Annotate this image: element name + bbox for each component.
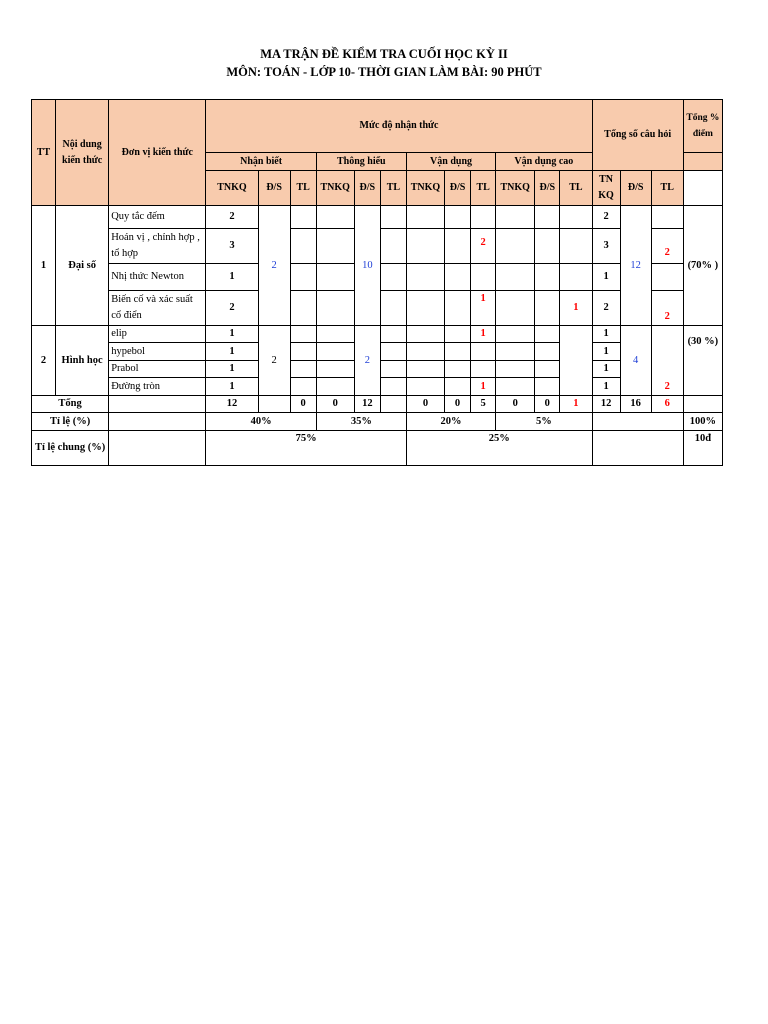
tong-tnkq-cell: 1 (592, 326, 620, 343)
total-cell: 12 (592, 396, 620, 413)
header-van-dung: Vận dụng (406, 153, 495, 171)
tong-tl-cell (651, 206, 683, 229)
total-cell: 0 (316, 396, 354, 413)
header-thong-hieu: Thông hiểu (316, 153, 406, 171)
tong-tnkq-cell: 3 (592, 229, 620, 264)
ratio-cell: 40% (206, 413, 316, 431)
ratio-row (32, 413, 723, 431)
general-ratio-cell: 25% (406, 431, 592, 466)
unit-cell: Prabol (109, 361, 206, 378)
vd-tl-cell (471, 206, 496, 229)
col-ds: Đ/S (354, 171, 380, 206)
vd-tl-cell: 1 (471, 326, 496, 343)
col-tn-kq: TN KQ (592, 171, 620, 206)
col-tnkq: TNKQ (206, 171, 258, 206)
nb-tnkq-cell: 1 (206, 378, 258, 396)
total-cell: 0 (496, 396, 535, 413)
tong-tnkq-cell: 1 (592, 264, 620, 291)
header-muc-do: Mức độ nhận thức (206, 100, 592, 153)
nb-tnkq-cell: 1 (206, 361, 258, 378)
nb-ds-cell: 2 (258, 206, 290, 326)
header-empty (683, 153, 722, 171)
total-row (32, 396, 723, 413)
unit-cell: elip (109, 326, 206, 343)
nb-ds-cell: 2 (258, 326, 290, 396)
header-empty (683, 171, 722, 206)
ratio-label: Tỉ lệ (%) (32, 413, 109, 431)
header-noi-dung: Nội dung kiến thức (56, 100, 109, 206)
section-number: 1 (32, 206, 56, 326)
general-ratio-cell: 75% (206, 431, 406, 466)
col-tnkq: TNKQ (496, 171, 535, 206)
vdc-tl-cell (560, 264, 592, 291)
document-title: MA TRẬN ĐỀ KIỂM TRA CUỐI HỌC KỲ II (260, 47, 508, 61)
vd-tl-cell: 1 (471, 378, 496, 396)
col-ds: Đ/S (445, 171, 471, 206)
vdc-tl-cell: 1 (560, 291, 592, 326)
vd-tl-cell: 2 (471, 229, 496, 264)
ratio-cell: 5% (496, 413, 592, 431)
general-ratio-total: 10đ (683, 431, 722, 466)
total-cell: 0 (535, 396, 560, 413)
total-cell: 12 (206, 396, 258, 413)
total-cell: 0 (406, 396, 444, 413)
section-percent: (70% ) (683, 206, 722, 326)
vdc-tl-cell (560, 206, 592, 229)
tong-tl-cell (651, 264, 683, 291)
total-cell: 16 (620, 396, 651, 413)
nb-tnkq-cell: 2 (206, 206, 258, 229)
total-cell: 6 (651, 396, 683, 413)
unit-cell: Đường tròn (109, 378, 206, 396)
col-tl: TL (380, 171, 406, 206)
total-cell (258, 396, 290, 413)
table-row (32, 326, 723, 343)
col-tl: TL (290, 171, 316, 206)
unit-cell: Quy tắc đếm (109, 206, 206, 229)
nb-tnkq-cell: 3 (206, 229, 258, 264)
col-tl: TL (471, 171, 496, 206)
col-tnkq: TNKQ (406, 171, 444, 206)
th-ds-cell: 10 (354, 206, 380, 326)
vd-tl-cell: 1 (471, 291, 496, 326)
ratio-total: 100% (683, 413, 722, 431)
tong-tl-cell: 2 (651, 229, 683, 264)
section-name: Hình học (56, 326, 109, 396)
total-cell: 0 (290, 396, 316, 413)
unit-cell: hypebol (109, 343, 206, 361)
tong-tnkq-cell: 1 (592, 378, 620, 396)
header-nhan-biet: Nhận biết (206, 153, 316, 171)
tong-tl-cell: 2 (651, 291, 683, 326)
document-subtitle: MÔN: TOÁN - LỚP 10- THỜI GIAN LÀM BÀI: 90 PHÚT (226, 65, 542, 79)
section-number: 2 (32, 326, 56, 396)
unit-cell: Hoán vị , chỉnh hợp , tổ hợp (109, 229, 206, 264)
tong-tnkq-cell: 1 (592, 343, 620, 361)
col-tnkq: TNKQ (316, 171, 354, 206)
vd-tl-cell (471, 361, 496, 378)
nb-tnkq-cell: 2 (206, 291, 258, 326)
vd-tl-cell (471, 264, 496, 291)
unit-cell: Nhị thức Newton (109, 264, 206, 291)
col-tl: TL (560, 171, 592, 206)
tong-tnkq-cell: 2 (592, 291, 620, 326)
header-tong-diem: Tổng % điểm (683, 100, 722, 153)
total-cell: 0 (445, 396, 471, 413)
ratio-cell: 20% (406, 413, 495, 431)
ratio-cell: 35% (316, 413, 406, 431)
section-name: Đại số (56, 206, 109, 326)
th-ds-cell: 2 (354, 326, 380, 396)
nb-tnkq-cell: 1 (206, 326, 258, 343)
header-tong-so: Tổng số câu hỏi (592, 100, 683, 171)
section-percent: (30 %) (683, 326, 722, 396)
header-tt: TT (32, 100, 56, 206)
col-tl: TL (651, 171, 683, 206)
col-ds: Đ/S (535, 171, 560, 206)
unit-cell: Biến cố và xác suất cổ điển (109, 291, 206, 326)
total-cell: 5 (471, 396, 496, 413)
tong-tnkq-cell: 1 (592, 361, 620, 378)
col-ds: Đ/S (258, 171, 290, 206)
nb-tnkq-cell: 1 (206, 264, 258, 291)
general-ratio-label: Tỉ lệ chung (%) (32, 431, 109, 466)
tong-ds-cell: 4 (620, 326, 651, 396)
total-label: Tổng (32, 396, 109, 413)
vdc-tl-cell (560, 326, 592, 396)
matrix-table (31, 99, 723, 466)
total-cell (380, 396, 406, 413)
general-ratio-row (32, 431, 723, 466)
vd-tl-cell (471, 343, 496, 361)
total-cell: 1 (560, 396, 592, 413)
tong-ds-cell: 12 (620, 206, 651, 326)
header-van-dung-cao: Vận dụng cao (496, 153, 592, 171)
total-cell: 12 (354, 396, 380, 413)
header-don-vi: Đơn vị kiến thức (109, 100, 206, 206)
nb-tnkq-cell: 1 (206, 343, 258, 361)
tong-tl-cell: 2 (651, 326, 683, 396)
tong-tnkq-cell: 2 (592, 206, 620, 229)
vdc-tl-cell (560, 229, 592, 264)
col-ds: Đ/S (620, 171, 651, 206)
table-row (32, 206, 723, 229)
